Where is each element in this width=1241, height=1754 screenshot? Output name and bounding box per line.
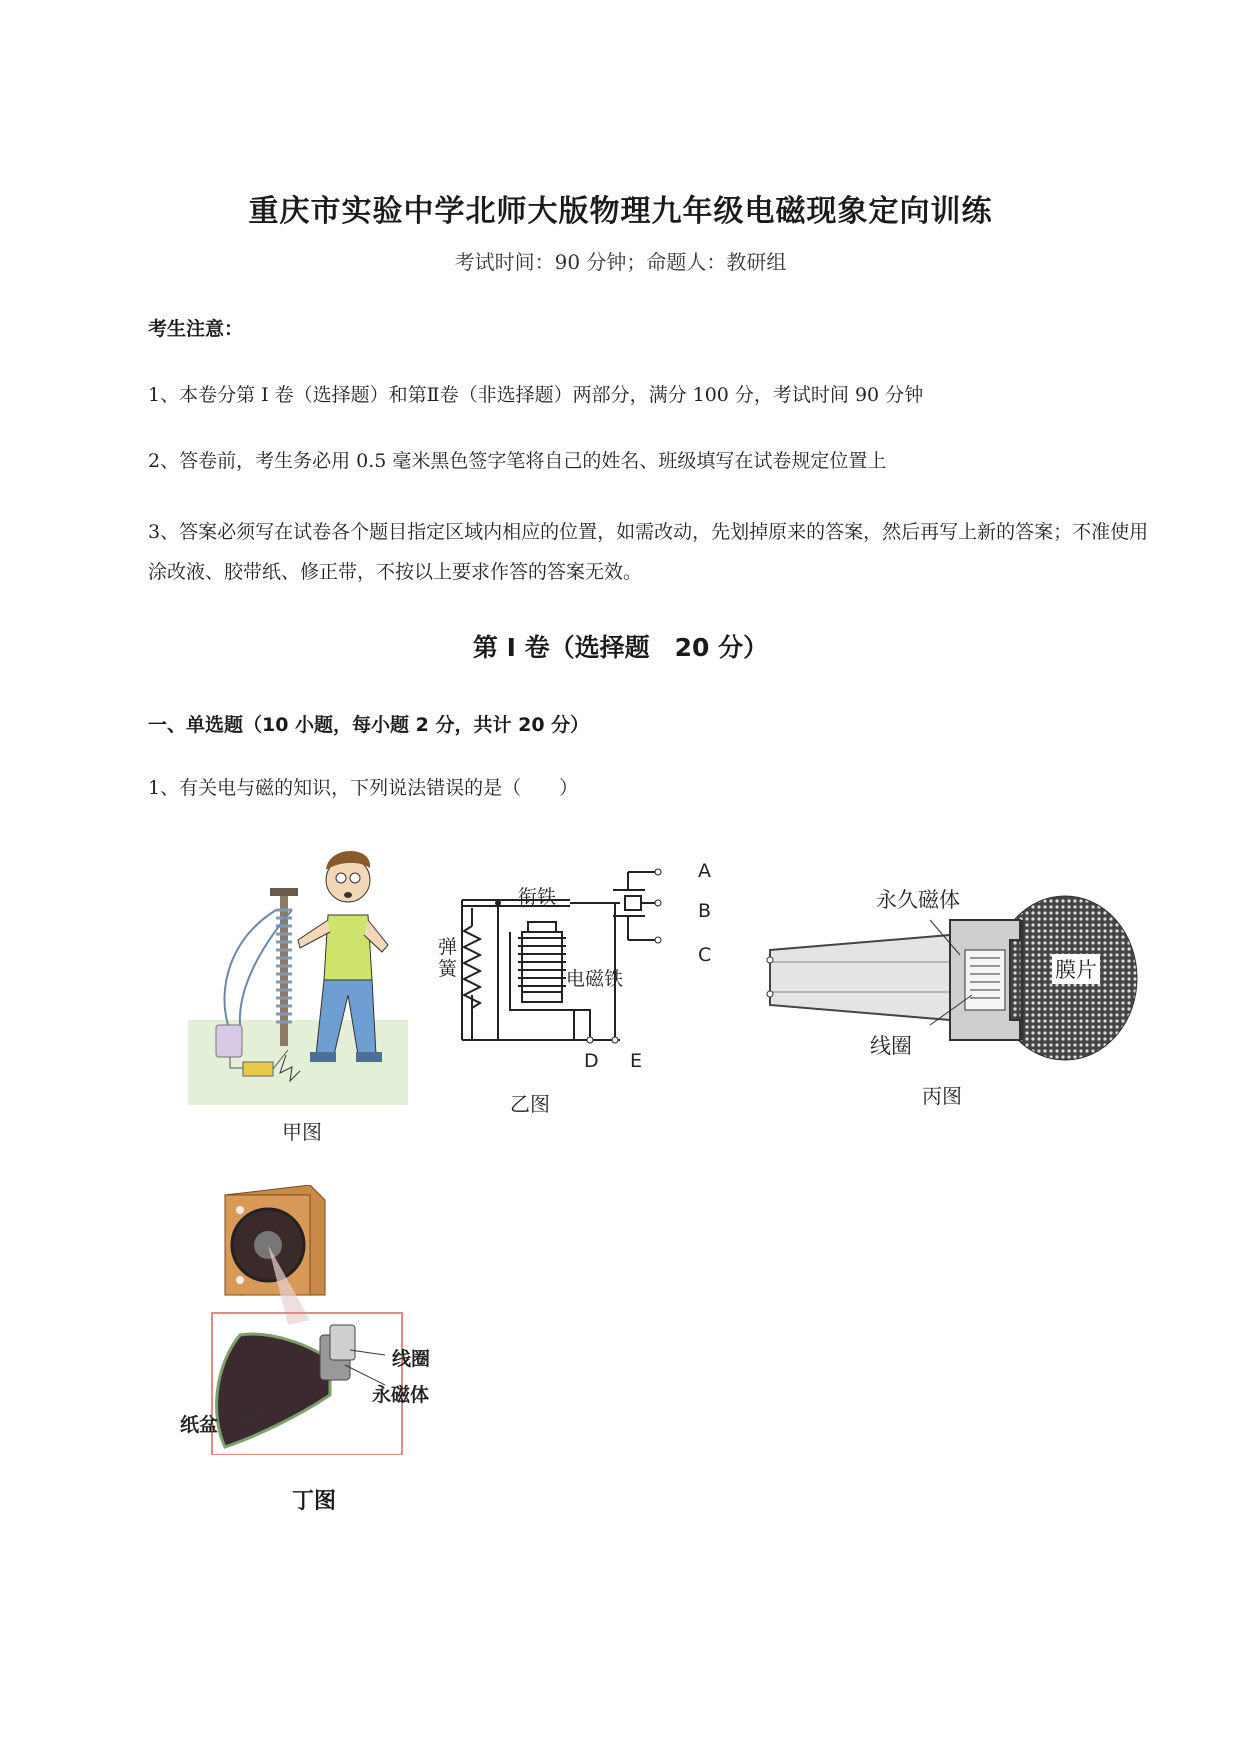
exam-info: 考试时间：90 分钟；命题人：教研组 <box>454 250 787 274</box>
figure-ding-caption: 丁图 <box>292 1489 337 1514</box>
figure-yi-caption: 乙图 <box>510 1092 550 1116</box>
label-spring: 弹簧 <box>438 936 458 980</box>
notice-rule-1: 1、本卷分第 I 卷（选择题）和第Ⅱ卷（非选择题）两部分，满分 100 分，考试时间 90 分钟 <box>148 384 924 406</box>
label-membrane: 膜片 <box>1052 954 1100 984</box>
notice-rule-2: 2、答卷前，考生务必用 0.5 毫米黑色签字笔将自己的姓名、班级填写在试卷规定位置上 <box>148 450 887 472</box>
label-permanent-magnet: 永久磁体 <box>876 888 960 912</box>
terminal-c-label: C <box>698 944 712 966</box>
terminal-d-label: D <box>584 1050 599 1072</box>
label-paper-cone: 纸盆 <box>180 1414 219 1436</box>
figure-jia-illustration <box>188 840 413 1105</box>
label-ding-coil: 线圈 <box>392 1348 431 1370</box>
page-title: 重庆市实验中学北师大版物理九年级电磁现象定向训练 <box>248 194 993 229</box>
figure-bing-caption: 丙图 <box>922 1084 962 1108</box>
figure-jia-caption: 甲图 <box>282 1120 322 1144</box>
label-bing-coil: 线圈 <box>870 1034 912 1058</box>
figure-yi-relay-diagram <box>450 860 720 1065</box>
label-armature: 衔铁 <box>518 886 557 908</box>
terminal-b-label: B <box>698 900 712 922</box>
part-title: 一、单选题（10 小题，每小题 2 分，共计 20 分） <box>148 714 590 736</box>
terminal-e-label: E <box>630 1050 643 1072</box>
question-1-text: 1、有关电与磁的知识，下列说法错误的是（ ） <box>148 777 579 799</box>
label-ding-magnet: 永磁体 <box>372 1384 430 1406</box>
label-electromagnet: 电磁铁 <box>566 968 624 990</box>
section-title: 第 I 卷（选择题 20 分） <box>472 633 769 662</box>
notice-rule-3: 3、答案必须写在试卷各个题目指定区域内相应的位置，如需改动，先划掉原来的答案，然后再写上新的答案；不准使用涂改液、胶带纸、修正带，不按以上要求作答的答案无效。 <box>148 521 1149 583</box>
terminal-a-label: A <box>698 860 711 882</box>
notice-heading: 考生注意： <box>148 318 244 340</box>
